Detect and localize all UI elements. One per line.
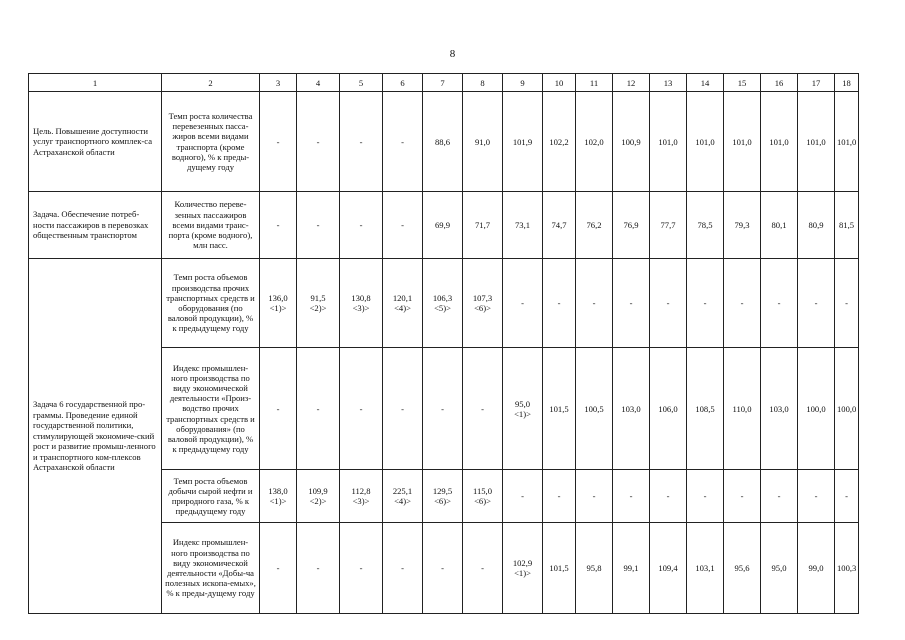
value-cell: -: [383, 192, 423, 259]
value-cell: 101,9: [503, 92, 543, 192]
column-header: 6: [383, 74, 423, 92]
column-header: 11: [576, 74, 613, 92]
value-cell: -: [297, 192, 340, 259]
value-cell: 101,0: [835, 92, 859, 192]
value-cell: 102,0: [576, 92, 613, 192]
column-header: 16: [761, 74, 798, 92]
value-cell: -: [687, 470, 724, 523]
value-cell: -: [340, 348, 383, 470]
value-cell: 91,5 <2)>: [297, 259, 340, 348]
value-cell: -: [650, 470, 687, 523]
column-header: 15: [724, 74, 761, 92]
value-cell: 130,8 <3)>: [340, 259, 383, 348]
value-cell: -: [543, 470, 576, 523]
indicator-cell: Количество переве-зенных пассажиров всеми видами транс-порта (кроме водного), млн пасс.: [162, 192, 260, 259]
value-cell: -: [383, 523, 423, 614]
value-cell: 109,4: [650, 523, 687, 614]
column-header: 9: [503, 74, 543, 92]
value-cell: -: [260, 523, 297, 614]
value-cell: 101,5: [543, 523, 576, 614]
column-header: 8: [463, 74, 503, 92]
column-header: 2: [162, 74, 260, 92]
value-cell: 136,0 <1)>: [260, 259, 297, 348]
value-cell: 138,0 <1)>: [260, 470, 297, 523]
value-cell: -: [340, 92, 383, 192]
value-cell: 102,2: [543, 92, 576, 192]
column-header: 1: [29, 74, 162, 92]
value-cell: 99,0: [798, 523, 835, 614]
value-cell: -: [798, 470, 835, 523]
value-cell: 76,2: [576, 192, 613, 259]
value-cell: -: [463, 523, 503, 614]
value-cell: 102,9 <1)>: [503, 523, 543, 614]
value-cell: 99,1: [613, 523, 650, 614]
value-cell: 100,9: [613, 92, 650, 192]
value-cell: 100,0: [798, 348, 835, 470]
value-cell: -: [650, 259, 687, 348]
value-cell: 100,3: [835, 523, 859, 614]
value-cell: 110,0: [724, 348, 761, 470]
value-cell: -: [260, 192, 297, 259]
table-row: [29, 92, 859, 192]
indicator-cell: Темп роста объемов производства прочих транспортных средств и оборудования (по валовой продукции), % к предыдущему году: [162, 259, 260, 348]
goal-cell: Цель. Повышение доступности услуг транспортного комплек-са Астраханской области: [29, 92, 162, 192]
value-cell: 109,9 <2)>: [297, 470, 340, 523]
value-cell: 106,3 <5)>: [423, 259, 463, 348]
value-cell: 74,7: [543, 192, 576, 259]
column-header: 5: [340, 74, 383, 92]
indicators-table: [28, 73, 859, 614]
value-cell: 101,5: [543, 348, 576, 470]
indicator-cell: Индекс промышлен-ного производства по виду экономической деятельности «Добы-ча полезных ископа-емых», % к преды-дущему году: [162, 523, 260, 614]
value-cell: -: [383, 348, 423, 470]
value-cell: 103,1: [687, 523, 724, 614]
indicator-cell: Темп роста количества перевезенных пасса-жиров всеми видами транспорта (кроме водного), % к преды-дущему году: [162, 92, 260, 192]
column-header: 3: [260, 74, 297, 92]
indicator-cell: Индекс промышлен-ного производства по виду экономической деятельности «Произ-водство прочих транспортных средств и оборудования» (по валовой продукции), % к предыдущему году: [162, 348, 260, 470]
value-cell: 95,8: [576, 523, 613, 614]
value-cell: -: [297, 523, 340, 614]
value-cell: 129,5 <6)>: [423, 470, 463, 523]
column-header: 7: [423, 74, 463, 92]
value-cell: 77,7: [650, 192, 687, 259]
indicator-cell: Темп роста объемов добычи сырой нефти и природного газа, % к предыдущему году: [162, 470, 260, 523]
value-cell: 103,0: [613, 348, 650, 470]
value-cell: 95,0: [761, 523, 798, 614]
value-cell: 81,5: [835, 192, 859, 259]
value-cell: 101,0: [650, 92, 687, 192]
value-cell: 101,0: [798, 92, 835, 192]
value-cell: 106,0: [650, 348, 687, 470]
column-header: 14: [687, 74, 724, 92]
value-cell: 69,9: [423, 192, 463, 259]
value-cell: 100,0: [835, 348, 859, 470]
value-cell: -: [297, 348, 340, 470]
column-header: 17: [798, 74, 835, 92]
goal-cell: Задача. Обеспечение потреб-ности пассажиров в перевозках общественным транспортом: [29, 192, 162, 259]
table-row: [29, 259, 859, 348]
column-header: 18: [835, 74, 859, 92]
value-cell: 101,0: [724, 92, 761, 192]
value-cell: -: [340, 523, 383, 614]
value-cell: 225,1 <4)>: [383, 470, 423, 523]
value-cell: 79,3: [724, 192, 761, 259]
value-cell: 88,6: [423, 92, 463, 192]
value-cell: 78,5: [687, 192, 724, 259]
value-cell: 101,0: [761, 92, 798, 192]
value-cell: 108,5: [687, 348, 724, 470]
value-cell: -: [297, 92, 340, 192]
value-cell: 95,6: [724, 523, 761, 614]
value-cell: -: [687, 259, 724, 348]
value-cell: 76,9: [613, 192, 650, 259]
value-cell: -: [761, 470, 798, 523]
value-cell: -: [835, 470, 859, 523]
value-cell: 120,1 <4)>: [383, 259, 423, 348]
value-cell: -: [613, 259, 650, 348]
value-cell: -: [798, 259, 835, 348]
value-cell: -: [835, 259, 859, 348]
value-cell: -: [340, 192, 383, 259]
column-header: 13: [650, 74, 687, 92]
value-cell: 95,0 <1)>: [503, 348, 543, 470]
value-cell: 112,8 <3)>: [340, 470, 383, 523]
value-cell: 101,0: [687, 92, 724, 192]
goal-cell: Задача 6 государственной про-граммы. Проведение единой государственной политики, стимулирующей экономиче-ский рост и развитие промыш-ленного и транспортного ком-плексов Астраханской области: [29, 259, 162, 614]
value-cell: -: [503, 259, 543, 348]
value-cell: -: [613, 470, 650, 523]
value-cell: -: [576, 470, 613, 523]
page-number: 8: [449, 48, 456, 60]
column-header: 10: [543, 74, 576, 92]
value-cell: 80,1: [761, 192, 798, 259]
value-cell: -: [724, 470, 761, 523]
value-cell: -: [543, 259, 576, 348]
value-cell: -: [423, 348, 463, 470]
value-cell: -: [761, 259, 798, 348]
value-cell: 107,3 <6)>: [463, 259, 503, 348]
header-row: [29, 74, 859, 92]
value-cell: 91,0: [463, 92, 503, 192]
column-header: 12: [613, 74, 650, 92]
column-header: 4: [297, 74, 340, 92]
value-cell: 71,7: [463, 192, 503, 259]
value-cell: -: [724, 259, 761, 348]
value-cell: -: [503, 470, 543, 523]
value-cell: -: [423, 523, 463, 614]
value-cell: 115,0 <6)>: [463, 470, 503, 523]
value-cell: -: [576, 259, 613, 348]
value-cell: -: [260, 92, 297, 192]
table-row: [29, 192, 859, 259]
value-cell: 80,9: [798, 192, 835, 259]
value-cell: 73,1: [503, 192, 543, 259]
value-cell: -: [463, 348, 503, 470]
value-cell: 103,0: [761, 348, 798, 470]
value-cell: 100,5: [576, 348, 613, 470]
value-cell: -: [260, 348, 297, 470]
value-cell: -: [383, 92, 423, 192]
